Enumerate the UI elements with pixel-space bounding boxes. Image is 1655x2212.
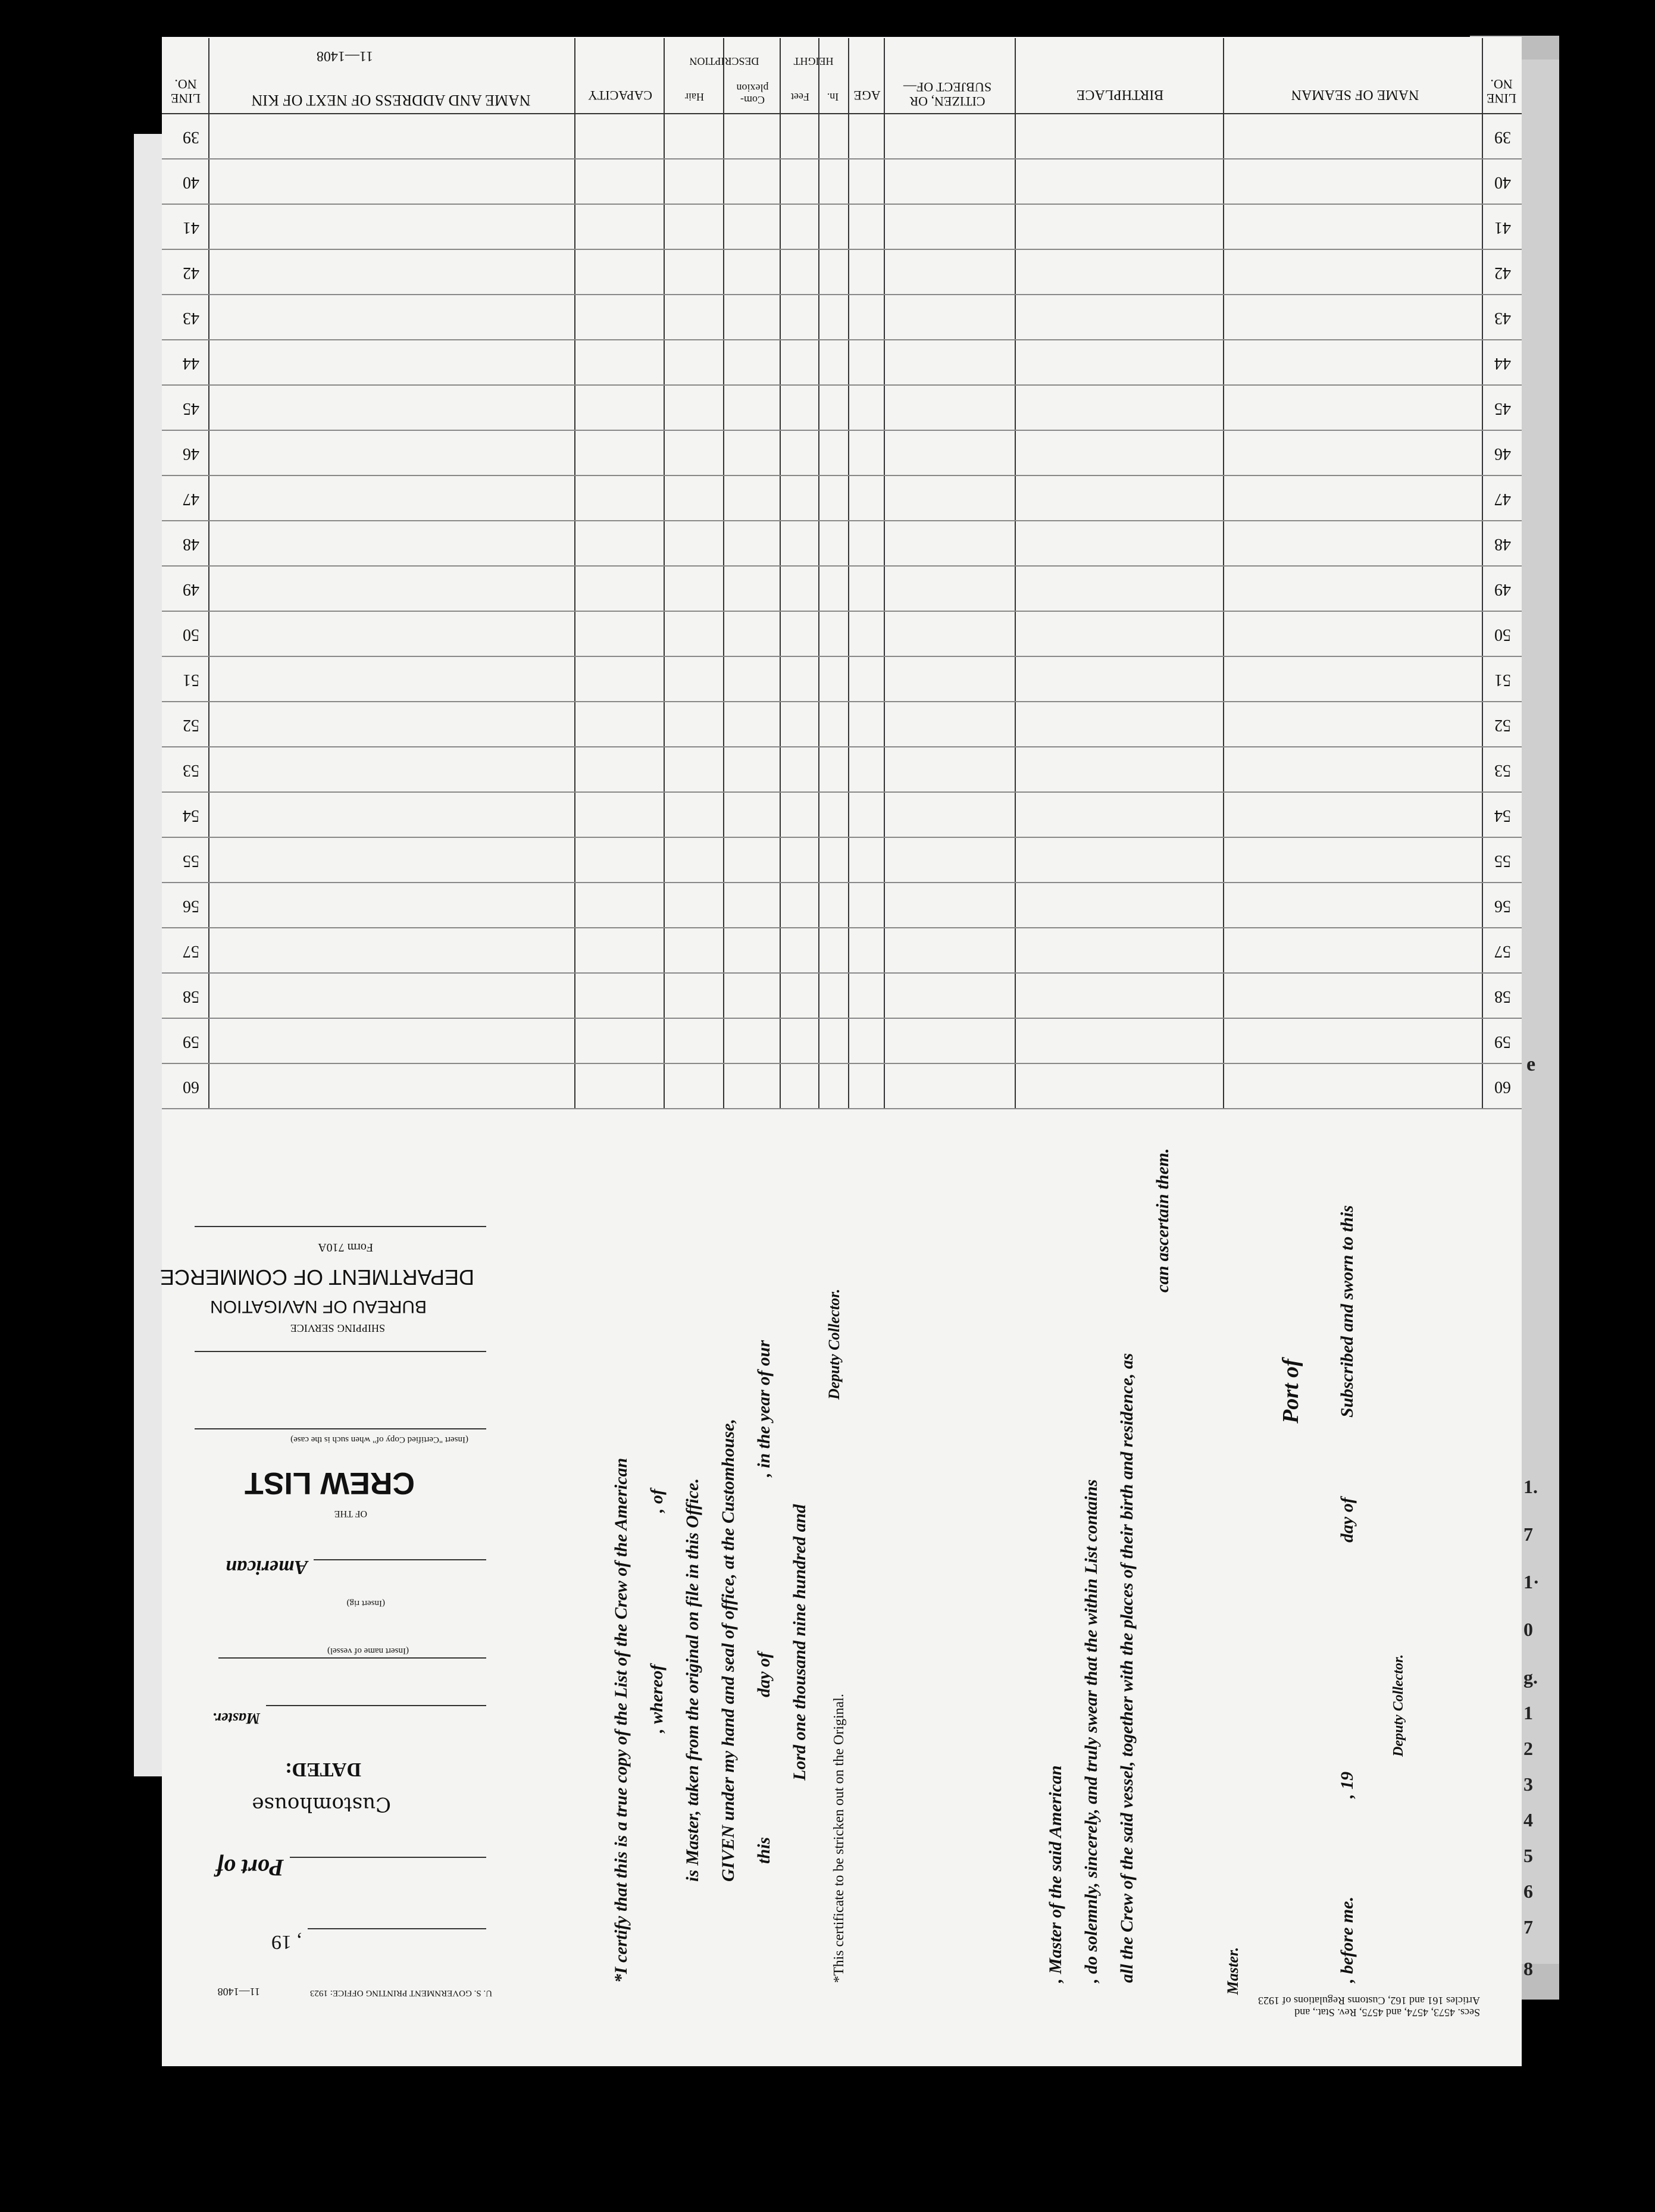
bleed-digit: 1·	[1523, 1571, 1540, 1592]
cert-line5: Lord one thousand nine hundred and	[790, 1504, 809, 1781]
bleed-digit: 6	[1523, 1881, 1533, 1902]
row-number-left: 39	[1494, 128, 1511, 146]
cert-line2: is Master, taken from the original on file in this Office.	[683, 1478, 702, 1882]
cover-american: American	[226, 1556, 308, 1578]
header-birthplace: BIRTHPLACE	[1076, 87, 1164, 102]
row-number-left: 48	[1494, 535, 1511, 553]
cert-this: this	[754, 1836, 774, 1864]
row-number-right: 48	[183, 535, 199, 553]
cert-line1: *I certify that this is a true copy of the List of the Crew of the American	[611, 1457, 631, 1983]
oath-line1: , Master of the said American	[1046, 1765, 1065, 1983]
row-number-left: 55	[1494, 852, 1511, 870]
cert-line3: GIVEN under my hand and seal of office, at the Customhouse,	[718, 1419, 738, 1882]
col-name	[1223, 38, 1224, 1109]
row-number-right: 43	[183, 309, 199, 327]
bleed-digit: 3	[1523, 1773, 1533, 1795]
row-number-right: 56	[183, 897, 199, 915]
row-divider	[162, 701, 1522, 702]
row-divider	[162, 1063, 1522, 1064]
bleed-digit: 7	[1523, 1523, 1533, 1545]
cover-form: Form 710A	[318, 1241, 373, 1254]
col-hair	[664, 38, 665, 1109]
header-line-no-right: LINE NO.	[170, 76, 201, 106]
header-capacity: CAPACITY	[588, 88, 652, 103]
regs-2: Articles 161 and 162, Customs Regulations of 1923	[1258, 1995, 1480, 2007]
col-complexion	[723, 38, 724, 1109]
row-number-right: 40	[183, 173, 199, 192]
row-number-right: 53	[183, 761, 199, 780]
cover-master: Master.	[212, 1710, 260, 1727]
row-number-left: 56	[1494, 897, 1511, 915]
row-divider	[162, 475, 1522, 476]
row-number-left: 60	[1494, 1078, 1511, 1096]
oath-line4: can ascertain them.	[1153, 1148, 1172, 1293]
bleed-digit: 1.	[1523, 1476, 1538, 1497]
form-stamp: 11—1408	[316, 48, 373, 64]
row-number-left: 40	[1494, 173, 1511, 192]
row-number-left: 42	[1494, 264, 1511, 282]
bleed-digit: 4	[1523, 1809, 1533, 1831]
row-number-right: 52	[183, 716, 199, 734]
header-height: HEIGHT	[793, 55, 834, 67]
oath-line3: all the Crew of the said vessel, together with the places of their birth and residence, as	[1117, 1353, 1137, 1983]
row-number-left: 46	[1494, 445, 1511, 463]
print-office: U. S. GOVERNMENT PRINTING OFFICE: 1923	[310, 1988, 492, 1998]
cover-of-the: OF THE	[334, 1509, 367, 1519]
bleed-digit: 2	[1523, 1738, 1533, 1759]
row-number-right: 46	[183, 445, 199, 463]
row-divider	[162, 837, 1522, 838]
cover-certified-note: (Insert "Certified Copy of" when such is the case)	[290, 1435, 468, 1444]
col-age	[848, 38, 849, 1109]
bleed-digit: 7	[1523, 1916, 1533, 1938]
header-description: DESCRIPTION	[689, 55, 759, 67]
header-complexion: Com- plexion	[736, 82, 769, 106]
oath-deputy: Deputy Collector.	[1391, 1654, 1406, 1757]
cover-dated: DATED:	[285, 1759, 361, 1781]
cert-day-of: day of	[754, 1652, 774, 1697]
row-divider	[162, 430, 1522, 431]
row-number-right: 50	[183, 625, 199, 644]
cert-footnote: *This certificate to be stricken out on the Original.	[831, 1694, 847, 1983]
row-number-right: 41	[183, 218, 199, 237]
oath-master-sig: Master.	[1224, 1947, 1241, 1995]
cover-insert-rig: (Insert rig)	[346, 1598, 385, 1608]
regs-1: Secs. 4573, 4574, and 4575, Rev. Stat., and	[1294, 2007, 1480, 2019]
row-number-left: 51	[1494, 671, 1511, 689]
col-line-no	[1482, 38, 1483, 1109]
bleed-edge-label: e	[1526, 1053, 1536, 1075]
header-age: AGE	[853, 88, 881, 103]
row-number-right: 42	[183, 264, 199, 282]
rotated-form	[159, 37, 1522, 2066]
cert-deputy: Deputy Collector.	[825, 1288, 843, 1400]
row-divider	[162, 249, 1522, 250]
row-divider	[162, 1108, 1522, 1109]
col-kin	[208, 38, 209, 1109]
header-in: In.	[827, 91, 839, 103]
bleed-digit: 0	[1523, 1619, 1533, 1640]
row-divider	[162, 384, 1522, 386]
row-number-left: 59	[1494, 1033, 1511, 1051]
col-feet	[818, 38, 819, 1109]
bleed-digit: 8	[1523, 1958, 1533, 1979]
row-number-left: 50	[1494, 625, 1511, 644]
certificate-panel	[534, 1138, 950, 2030]
header-kin: NAME AND ADDRESS OF NEXT OF KIN	[251, 92, 531, 109]
header-line-no: LINE NO.	[1486, 76, 1517, 106]
header-hair: Hair	[685, 91, 704, 103]
row-number-right: 60	[183, 1078, 199, 1096]
row-number-right: 54	[183, 806, 199, 825]
header-feet: Feet	[791, 91, 809, 103]
row-number-right: 45	[183, 399, 199, 418]
col-citizen	[884, 38, 885, 1109]
row-divider	[162, 204, 1522, 205]
row-divider	[162, 1018, 1522, 1019]
row-divider	[162, 972, 1522, 974]
header-divider	[162, 113, 1522, 114]
col-capacity	[574, 38, 575, 1109]
row-number-right: 47	[183, 490, 199, 508]
row-divider	[162, 520, 1522, 521]
cover-customhouse: Customhouse	[252, 1792, 391, 1816]
row-divider	[162, 656, 1522, 657]
bleed-digit: g.	[1523, 1666, 1538, 1688]
cover-port-of: Port of	[215, 1854, 284, 1881]
row-number-right: 49	[183, 580, 199, 599]
row-divider	[162, 339, 1522, 340]
cert-in-year: , in the year of our	[754, 1340, 774, 1477]
bleed-digit: 5	[1523, 1845, 1533, 1866]
row-number-left: 44	[1494, 354, 1511, 373]
row-divider	[162, 927, 1522, 928]
cover-year: , 19	[271, 1931, 302, 1953]
crew-list-page	[159, 37, 1522, 2066]
oath-sworn: Subscribed and sworn to this	[1337, 1205, 1357, 1418]
cover-service: SHIPPING SERVICE	[290, 1322, 385, 1334]
cert-whereof: , whereof	[647, 1665, 667, 1733]
cert-of: , of	[647, 1489, 667, 1513]
row-number-right: 57	[183, 942, 199, 960]
row-number-left: 41	[1494, 218, 1511, 237]
row-number-left: 57	[1494, 942, 1511, 960]
row-number-right: 51	[183, 671, 199, 689]
row-number-right: 44	[183, 354, 199, 373]
oath-port-of: Port of	[1278, 1359, 1303, 1423]
print-code: 11—1408	[217, 1986, 260, 1998]
row-divider	[162, 611, 1522, 612]
row-number-left: 43	[1494, 309, 1511, 327]
row-number-left: 52	[1494, 716, 1511, 734]
bleed-digit: 1	[1523, 1702, 1533, 1723]
row-number-left: 47	[1494, 490, 1511, 508]
oath-day-of: day of	[1337, 1497, 1357, 1543]
row-number-right: 55	[183, 852, 199, 870]
row-number-left: 53	[1494, 761, 1511, 780]
row-divider	[162, 158, 1522, 159]
row-divider	[162, 746, 1522, 747]
col-birthplace	[1015, 38, 1016, 1109]
row-number-left: 54	[1494, 806, 1511, 825]
cover-title: CREW LIST	[245, 1466, 415, 1500]
oath-before-me: , before me.	[1337, 1897, 1357, 1983]
oath-year-before: , 19	[1337, 1772, 1357, 1798]
row-divider	[162, 294, 1522, 295]
row-number-right: 39	[183, 128, 199, 146]
row-number-left: 49	[1494, 580, 1511, 599]
cover-department: DEPARTMENT OF COMMERCE	[159, 1265, 474, 1290]
oath-line2: , do solemnly, sincerely, and truly swear that the within List contains	[1081, 1479, 1101, 1983]
row-number-right: 58	[183, 987, 199, 1006]
col-inches	[780, 38, 781, 1109]
row-number-right: 59	[183, 1033, 199, 1051]
row-number-left: 58	[1494, 987, 1511, 1006]
cover-bureau: BUREAU OF NAVIGATION	[210, 1297, 427, 1316]
cover-panel	[159, 1138, 498, 2030]
row-divider	[162, 791, 1522, 793]
oath-panel	[927, 1138, 1522, 2030]
row-divider	[162, 882, 1522, 883]
header-citizen: CITIZEN, OR SUBJECT OF—	[903, 79, 992, 109]
cover-insert-vessel: (Insert name of vessel)	[327, 1646, 409, 1656]
row-divider	[162, 565, 1522, 567]
header-name: NAME OF SEAMAN	[1291, 87, 1419, 102]
row-number-left: 45	[1494, 399, 1511, 418]
